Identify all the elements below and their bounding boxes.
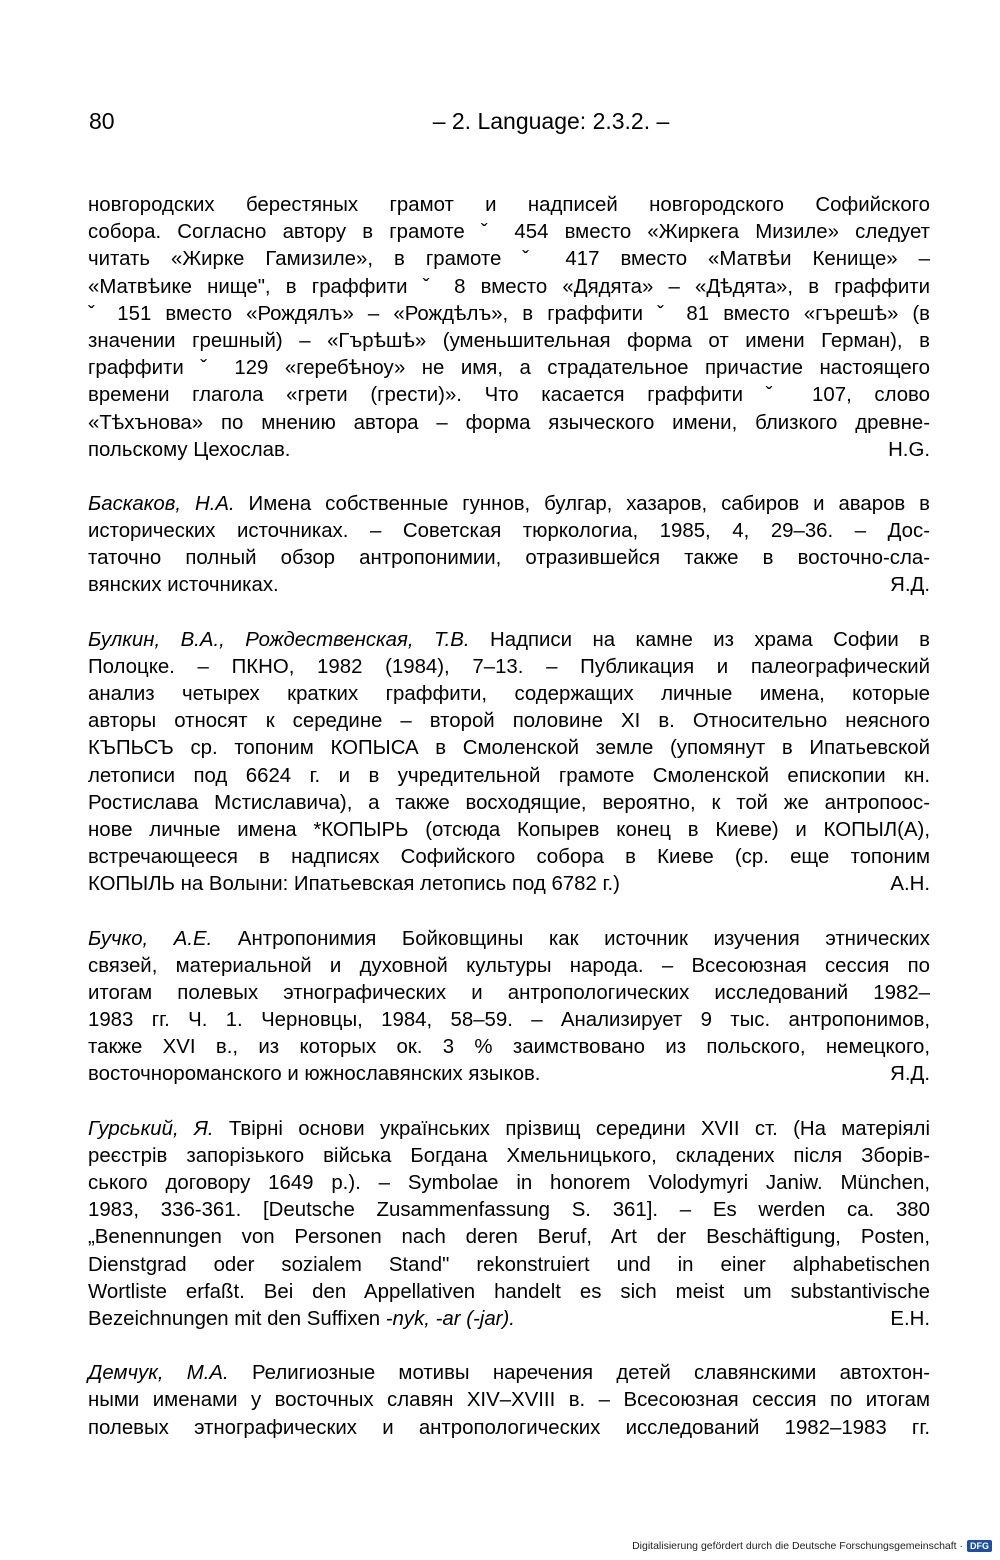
entry-last-line (88, 1061, 930, 1088)
entry-continuation (88, 192, 930, 464)
text-line: ського договору 1649 р.). – Symbolae in honorem Volodymyri Janiw. München, (88, 1172, 930, 1194)
text-line: Ростислава Мстиславича), а также восходящие, вероятно, к той же антропоос- (88, 791, 930, 814)
text-segment: Bezeichnungen mit den Suffixen (88, 1307, 386, 1330)
text-line: Dienstgrad oder sozialem Stand" rekonstruiert und in einer alphabetischen (88, 1253, 930, 1276)
entry-first-line (88, 926, 930, 953)
entry-last-line (88, 437, 930, 464)
text-line: вянских источниках. (88, 574, 279, 597)
text-line: ˇ 151 вместо «Рождялъ» – «Рождѣлъ», в граффити ˇ 81 вместо «гърешѣ» (в (88, 302, 930, 325)
entry-author: Баскаков, Н.А. (88, 492, 235, 515)
text-line: 1983 гг. Ч. 1. Черновцы, 1984, 58–59. – Анализирует 9 тыс. антропонимов, (88, 1009, 930, 1032)
text-line: реєстрів запорізького війська Богдана Хмельницького, складених після Зборів- (88, 1144, 930, 1167)
text-line: летописи под 6624 г. и в учредительной грамоте Смоленской епископии кн. (88, 764, 930, 787)
entry-last-line (88, 1306, 930, 1333)
text-line: КЪПЬСЪ ср. топоним КОПЫСА в Смоленской земле (упомянут в Ипатьевской (88, 737, 930, 760)
entry-title: Религиозные мотивы наречения детей славянскими автохтон- (228, 1362, 930, 1385)
text-line: исторических источниках. – Советская тюркологиа, 1985, 4, 29–36. – Дос- (88, 520, 930, 543)
text-line: польскому Цехослав. (88, 438, 291, 461)
page-header (86, 108, 930, 142)
text-line: новгородских берестяных грамот и надписей новгородского Софийского (88, 194, 930, 216)
entry-author: Гурський, Я. (88, 1117, 214, 1140)
bibliography-entry (88, 1360, 930, 1442)
bibliography-entry (88, 926, 930, 1089)
page-number: 80 (89, 108, 115, 134)
text-line: нове личные имена *КОПЫРЬ (отсюда Копырев конец в Киеве) и КОПЫЛ(А), (88, 818, 930, 841)
entry-title: Антропонимия Бойковщины как источник изучения этнических (212, 927, 930, 950)
entry-first-line (88, 1116, 930, 1143)
text-line: ными именами у восточных славян XIV–XVIII в. – Всесоюзная сессия по итогам (88, 1389, 930, 1412)
entry-last-line (88, 572, 930, 599)
text-line: «Матвѣике нище", в граффити ˇ 8 вместо «Дядята» – «Дѣдята», в граффити (88, 275, 930, 298)
footer-text: Digitalisierung gefördert durch die Deutsche Forschungsgemeinschaft · (632, 1540, 963, 1552)
text-line: также XVI в., из которых ок. 3 % заимствовано из польского, немецкого, (88, 1036, 930, 1059)
text-line: Полоцке. – ПКНО, 1982 (1984), 7–13. – Публикация и палеографический (88, 655, 930, 678)
entry-title: Имена собственные гуннов, булгар, хазаров, сабиров и аваров в (234, 492, 931, 515)
text-line: встречающееся в надписях Софийского собора в Киеве (ср. еще топоним (88, 846, 930, 869)
running-head: – 2. Language: 2.3.2. – (432, 108, 670, 134)
digitization-footer (632, 1540, 992, 1552)
text-line: таточно полный обзор антропонимии, отразившейся также в восточно-сла- (88, 547, 930, 570)
reviewer-signature: Я.Д. (890, 1063, 930, 1086)
entry-title: Твірні основи українських прізвищ середини XVII ст. (На матеріялі (213, 1117, 930, 1140)
text-line: связей, материальной и духовной культуры народа. – Всесоюзная сессия по (88, 954, 930, 977)
text-line: «Тѣхънова» по мнению автора – форма языческого имени, близкого древне- (88, 411, 930, 434)
text-line: Wortliste erfaßt. Bei den Appellativen handelt es sich meist um substantivische (88, 1280, 930, 1303)
entry-author: Демчук, М.А. (88, 1362, 229, 1385)
text-line: значении грешный) – «Гърѣшѣ» (уменьшительная форма от имени Герман), в (88, 329, 930, 352)
reviewer-signature: А.Н. (890, 873, 930, 896)
dfg-logo-icon: DFG (967, 1540, 992, 1552)
document-body (88, 192, 930, 1469)
text-line: читать «Жирке Гамизиле», в грамоте ˇ 417 вместо «Матвѣи Кенище» – (88, 248, 930, 271)
text-line: КОПЫЛЬ на Волыни: Ипатьевская летопись под 6782 г.) (88, 873, 620, 896)
reviewer-signature: E.H. (890, 1307, 930, 1330)
entry-author: Бучко, А.Е. (88, 927, 213, 950)
entry-author: Булкин, В.А., Рождественская, Т.В. (88, 628, 470, 651)
entry-first-line (88, 627, 930, 654)
entry-first-line (88, 491, 930, 518)
text-line: итогам полевых этнографических и антропологических исследований 1982– (88, 981, 930, 1004)
text-line: времени глагола «грети (грести)». Что касается граффити ˇ 107, слово (88, 384, 930, 407)
bibliography-entry (88, 627, 930, 899)
reviewer-signature: Я.Д. (890, 574, 930, 597)
text-line: граффити ˇ 129 «геребѣноу» не имя, а страдательное причастие настоящего (88, 357, 930, 380)
bibliography-entry (88, 1116, 930, 1334)
text-line: полевых этнографических и антропологических исследований 1982–1983 гг. (88, 1416, 930, 1439)
reviewer-signature: H.G. (888, 438, 930, 461)
text-line: анализ четырех кратких граффити, содержащих личные имена, которые (88, 683, 930, 705)
text-line: „Benennungen von Personen nach deren Beruf, Art der Beschäftigung, Posten, (88, 1226, 930, 1249)
suffix-list: -nyk, -ar (-jar). (385, 1307, 515, 1330)
entry-first-line (88, 1360, 930, 1387)
text-line: авторы относят к середине – второй половине XI в. Относительно неясного (88, 710, 930, 733)
text-line: восточнороманского и южнославянских языков. (88, 1063, 541, 1086)
entry-title: Надписи на камне из храма Софии в (469, 628, 930, 651)
text-line: собора. Согласно автору в грамоте ˇ 454 вместо «Жиркега Мизиле» следует (88, 221, 930, 244)
bibliography-entry (88, 491, 930, 600)
entry-last-line (88, 871, 930, 898)
text-line: 1983, 336-361. [Deutsche Zusammenfassung S. 361]. – Es werden ca. 380 (88, 1199, 930, 1222)
text-line (88, 1306, 515, 1333)
